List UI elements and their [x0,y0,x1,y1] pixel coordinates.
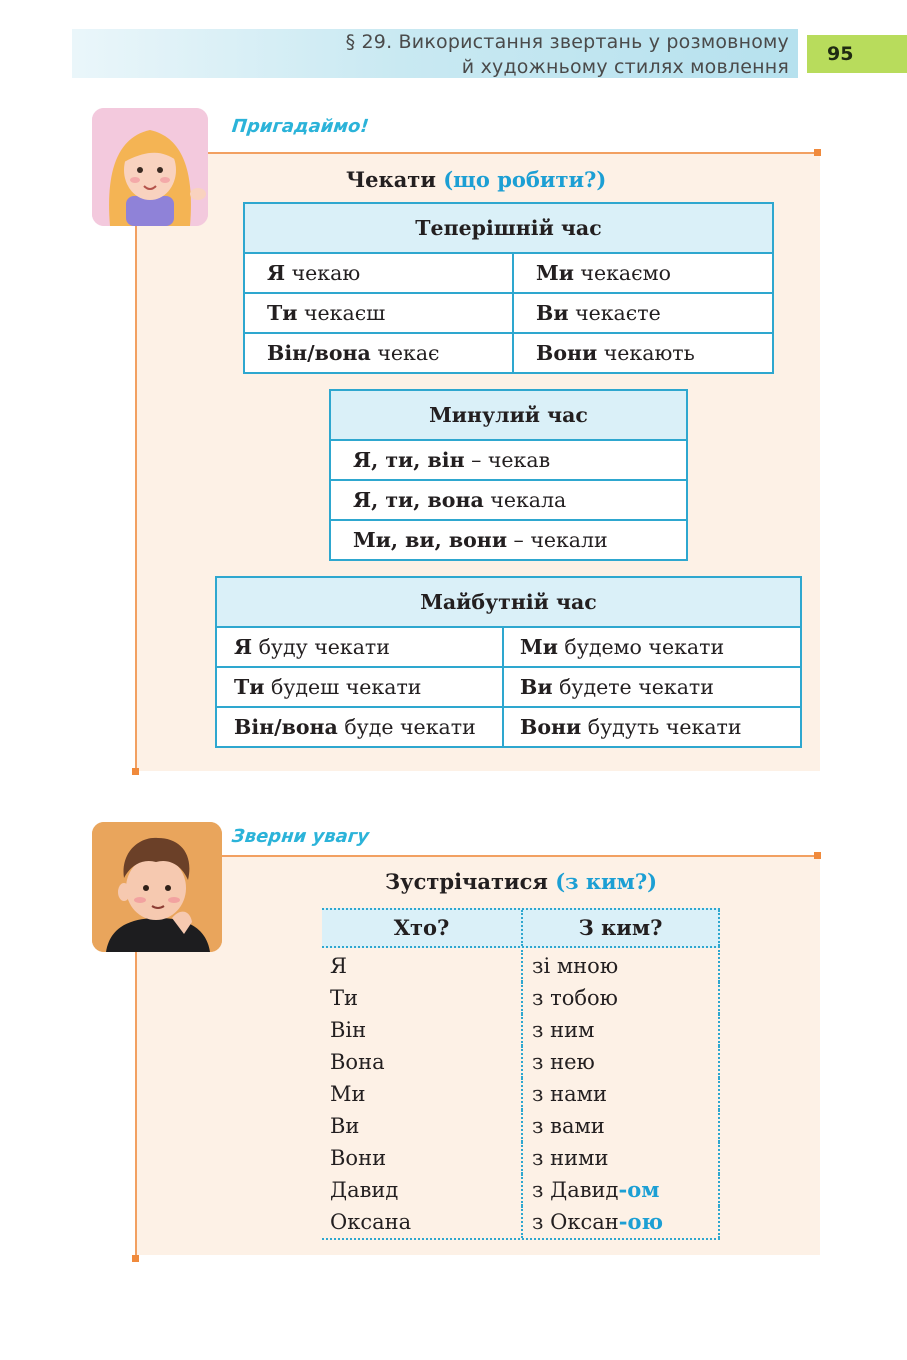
present-tense-table [243,202,774,374]
attention-box-left-line [135,952,137,1257]
present-tense-title: Теперішній час [244,203,773,253]
verb-question-z-kym: (з ким?) [555,869,658,894]
cell-who: Ти [322,982,523,1014]
table-header [322,908,720,948]
table-row [322,982,720,1014]
table-row [244,293,773,333]
column-header-who: Хто? [322,910,523,946]
verb-chekaty: Чекати [346,167,436,192]
past-tense-title: Минулий час [330,390,687,440]
table-cell: Я буду чекати [216,627,503,667]
table-row [322,1206,720,1238]
cell-who: Ми [322,1078,523,1110]
verb-zustrichatysia: Зустрічатися [385,869,548,894]
table-row [216,667,801,707]
table-row [322,1046,720,1078]
table-cell: Ми чекаємо [513,253,773,293]
table-cell: Ти будеш чекати [216,667,503,707]
pronoun-case-table [322,908,720,1240]
cell-with: з Давид-ом [523,1174,720,1206]
cell-with: з ним [523,1014,720,1046]
verb-question: (що робити?) [443,167,607,192]
table-row [322,1014,720,1046]
boy-illustration [92,822,222,952]
table-cell: Я, ти, вона чекала [330,480,687,520]
future-tense-title: Майбутній час [216,577,801,627]
table-cell: Я, ти, він – чекав [330,440,687,480]
table-row [330,480,687,520]
future-tense-table [215,576,802,748]
attention-box-corner-dot [814,852,821,859]
cell-with: з нами [523,1078,720,1110]
table-cell: Ми, ви, вони – чекали [330,520,687,560]
boy-avatar [92,822,222,952]
girl-avatar [92,108,208,226]
section-title-line1: § 29. Використання звертань у розмовному [345,31,789,53]
table-cell: Ми будемо чекати [503,627,801,667]
remember-box-corner-dot [814,149,821,156]
cell-with: з ними [523,1142,720,1174]
table-row [322,1174,720,1206]
page-number: 95 [807,35,907,73]
table-cell: Він/вона буде чекати [216,707,503,747]
table-row [322,1078,720,1110]
section-title [229,30,789,80]
table-cell: Вони чекають [513,333,773,373]
cell-who: Вони [322,1142,523,1174]
cell-who: Давид [322,1174,523,1206]
remember-label: Пригадаймо! [230,116,370,137]
table-row [330,440,687,480]
verb-heading-zustrichatysia [385,869,657,894]
cell-who: Я [322,950,523,982]
girl-illustration [92,108,208,226]
table-cell: Ти чекаєш [244,293,513,333]
table-row [322,1142,720,1174]
attention-box-top-line [222,855,818,857]
table-row [322,950,720,982]
remember-box-top-line [208,152,818,154]
cell-with: з нею [523,1046,720,1078]
table-row [244,253,773,293]
cell-who: Вона [322,1046,523,1078]
attention-box-bottom-dot [132,1255,139,1262]
case-ending: -ом [618,1177,660,1202]
table-body [322,948,720,1240]
column-header-with-whom: З ким? [523,910,720,946]
cell-with: зі мною [523,950,720,982]
case-ending: -ою [618,1209,664,1234]
cell-who: Оксана [322,1206,523,1238]
table-cell: Він/вона чекає [244,333,513,373]
attention-label: Зверни увагу [230,826,371,847]
past-tense-table [329,389,688,561]
cell-with: з тобою [523,982,720,1014]
cell-with: з вами [523,1110,720,1142]
table-row [216,707,801,747]
table-cell: Я чекаю [244,253,513,293]
section-title-line2: й художньому стилях мовлення [461,56,789,78]
table-cell: Ви будете чекати [503,667,801,707]
table-row [216,627,801,667]
cell-with: з Оксан-ою [523,1206,720,1238]
table-cell: Ви чекаєте [513,293,773,333]
cell-who: Він [322,1014,523,1046]
table-row [330,520,687,560]
remember-box-bottom-dot [132,768,139,775]
remember-box-left-line [135,226,137,771]
table-row [322,1110,720,1142]
cell-who: Ви [322,1110,523,1142]
table-cell: Вони будуть чекати [503,707,801,747]
table-row [244,333,773,373]
verb-heading-chekaty [346,167,606,192]
